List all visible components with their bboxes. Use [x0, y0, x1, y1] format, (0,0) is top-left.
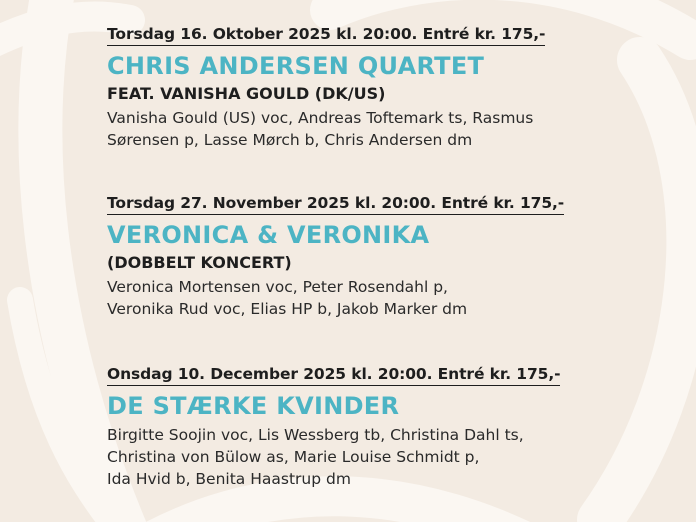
- event-lineup: [107, 276, 607, 320]
- event-2: [107, 193, 607, 320]
- event-date: Torsdag 27. November 2025 kl. 20:00. Entré kr. 175,-: [107, 194, 564, 215]
- event-subtitle: (DOBBELT KONCERT): [107, 253, 292, 272]
- event-lineup: [107, 107, 607, 151]
- lineup-line: Ida Hvid b, Benita Haastrup dm: [107, 470, 351, 488]
- event-title: DE STÆRKE KVINDER: [107, 392, 400, 420]
- lineup-line: Sørensen p, Lasse Mørch b, Chris Andersen dm: [107, 131, 473, 149]
- event-date: Onsdag 10. December 2025 kl. 20:00. Entré kr. 175,-: [107, 365, 560, 386]
- event-title: VERONICA & VERONIKA: [107, 221, 430, 249]
- event-title: CHRIS ANDERSEN QUARTET: [107, 52, 485, 80]
- lineup-line: Veronika Rud voc, Elias HP b, Jakob Marker dm: [107, 300, 468, 318]
- event-subtitle: FEAT. VANISHA GOULD (DK/US): [107, 84, 386, 103]
- event-lineup: [107, 424, 607, 490]
- lineup-line: Birgitte Soojin voc, Lis Wessberg tb, Christina Dahl ts,: [107, 426, 524, 444]
- lineup-line: Veronica Mortensen voc, Peter Rosendahl p,: [107, 278, 448, 296]
- event-1: [107, 24, 607, 151]
- event-3: [107, 364, 607, 490]
- lineup-line: Vanisha Gould (US) voc, Andreas Toftemark ts, Rasmus: [107, 109, 534, 127]
- lineup-line: Christina von Bülow as, Marie Louise Schmidt p,: [107, 448, 480, 466]
- event-date: Torsdag 16. Oktober 2025 kl. 20:00. Entré kr. 175,-: [107, 25, 545, 46]
